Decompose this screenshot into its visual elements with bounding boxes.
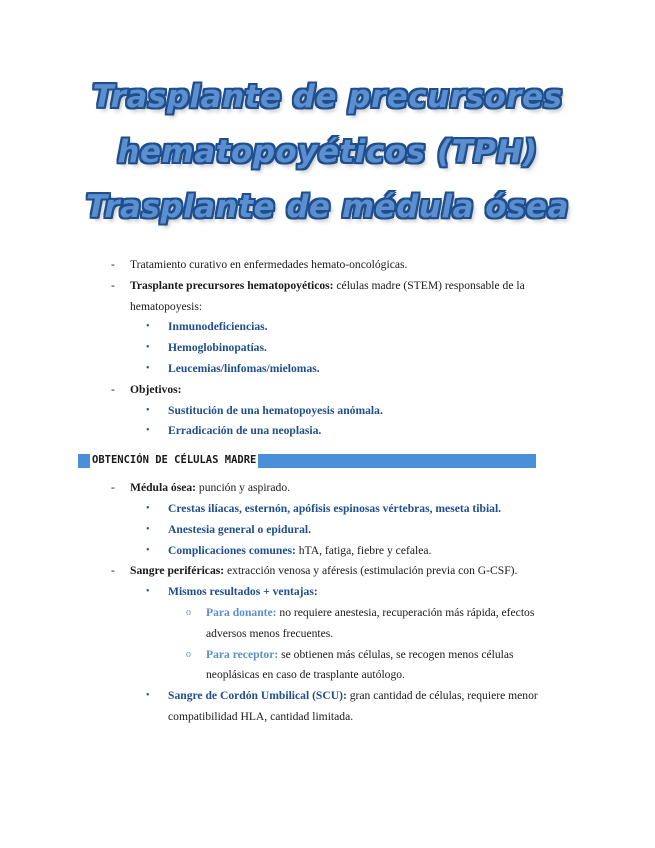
item-text: Crestas ilíacas, esternón, apófisis espinosas vértebras, meseta tibial. (168, 501, 502, 515)
list-item-continuation: hematopoyesis: (130, 299, 203, 313)
section-heading: OBTENCIÓN DE CÉLULAS MADRE (92, 454, 257, 467)
list-item (0, 380, 655, 401)
section-heading-bar (78, 454, 536, 468)
list-item-continuation: compatibilidad HLA, cantidad limitada. (168, 709, 354, 723)
list-item-continuation: neoplásicas en caso de trasplante autólogo. (206, 668, 405, 682)
title-line-3: Trasplante de médula ósea (86, 189, 569, 225)
item-text: Tratamiento curativo en enfermedades hemato-oncológicas. (130, 258, 408, 271)
circle-marker: o (186, 606, 191, 618)
dash-marker: - (111, 481, 115, 495)
bullet-marker: • (146, 362, 150, 374)
bullet-marker: • (146, 342, 150, 354)
bullet-marker: • (146, 321, 150, 333)
item-bold: Sangre de Cordón Umbilical (SCU): (168, 689, 347, 703)
bullet-marker: • (146, 425, 150, 437)
item-text: gran cantidad de células, requiere menor (346, 689, 538, 703)
item-bold: Complicaciones comunes: (168, 543, 296, 557)
title-line-1: Trasplante de precursores (92, 79, 563, 115)
dash-marker: - (111, 278, 115, 292)
item-text: células madre (STEM) responsable de la (333, 278, 525, 292)
list-item (0, 561, 655, 582)
item-text: Erradicación de una neoplasia. (168, 424, 322, 438)
page-title (0, 70, 655, 235)
item-text: Hemoglobinopatías. (168, 341, 267, 355)
item-text: Mismos resultados + ventajas: (168, 585, 318, 599)
item-text: Leucemias/linfomas/mielomas. (168, 361, 320, 375)
list-item (0, 317, 655, 338)
list-item (0, 520, 655, 541)
list-item (0, 276, 655, 297)
list-item (0, 478, 655, 499)
bullet-marker: • (146, 523, 150, 535)
item-text: punción y aspirado. (196, 481, 291, 495)
list-item (0, 421, 655, 442)
list-item-continuation: adversos menos frecuentes. (206, 626, 334, 640)
item-text: Sustitución de una hematopoyesis anómala. (168, 403, 383, 417)
item-bold: Sangre periféricas: (130, 564, 225, 578)
item-text: Inmunodeficiencias. (168, 320, 268, 334)
list-item (0, 359, 655, 380)
bullet-marker: • (146, 544, 150, 556)
bullet-marker: • (146, 502, 150, 514)
bullet-marker: • (146, 404, 150, 416)
item-bold: Trasplante precursores hematopoyéticos: (130, 278, 334, 292)
list-item (0, 401, 655, 422)
list-item (0, 541, 655, 562)
document-body (0, 255, 655, 728)
list-item (0, 499, 655, 520)
bullet-marker: • (146, 586, 150, 598)
item-text: hTA, fatiga, fiebre y cefalea. (295, 543, 432, 557)
item-text: se obtienen más células, se recogen menos células (278, 647, 514, 661)
item-bold: Para receptor: (206, 647, 279, 661)
bullet-marker: • (146, 690, 150, 702)
item-bold: Médula ósea: (130, 481, 197, 495)
item-bold: Objetivos: (130, 382, 182, 396)
dash-marker: - (111, 382, 115, 396)
list-item (0, 645, 655, 666)
item-text: Anestesia general o epidural. (168, 522, 311, 536)
item-bold: Para donante: (206, 605, 277, 619)
circle-marker: o (186, 648, 191, 660)
dash-marker: - (111, 258, 115, 271)
title-line-2: hematopoyéticos (TPH) (117, 134, 538, 170)
item-text: extracción venosa y aféresis (estimulación previa con G-CSF). (224, 564, 518, 578)
list-item (0, 338, 655, 359)
dash-marker: - (111, 564, 115, 578)
list-item (0, 255, 655, 276)
list-item (0, 686, 655, 707)
item-text: no requiere anestesia, recuperación más rápida, efectos (276, 605, 535, 619)
list-item (0, 603, 655, 624)
list-item (0, 582, 655, 603)
